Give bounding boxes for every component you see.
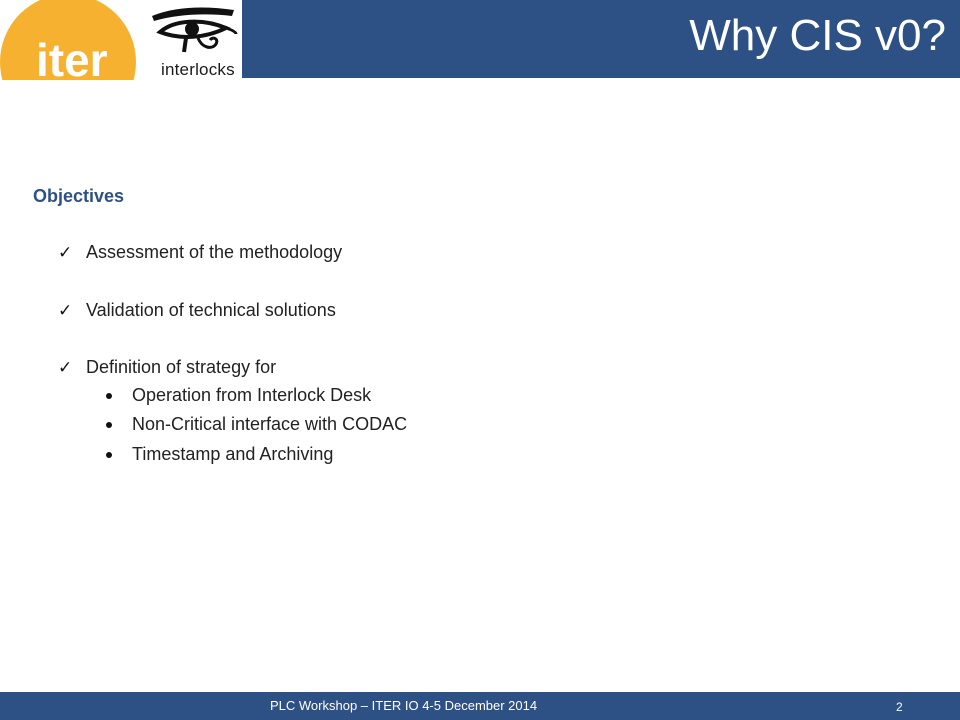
checkmark-icon: ✓	[58, 300, 73, 320]
bullet-item-label: Timestamp and Archiving	[132, 444, 334, 464]
checkmark-icon: ✓	[58, 357, 73, 377]
checklist-item	[58, 242, 342, 263]
checkmark-icon: ✓	[58, 242, 73, 262]
footer-text: PLC Workshop – ITER IO 4-5 December 2014	[270, 698, 538, 713]
iter-logo-text: iter	[36, 34, 108, 80]
section-heading: Objectives	[33, 186, 125, 206]
interlocks-logo-text: interlocks	[161, 60, 235, 79]
checklist-item-label: Definition of strategy for	[86, 357, 277, 377]
bullet-icon	[106, 452, 112, 458]
bullet-item	[106, 414, 407, 435]
bullet-icon	[106, 422, 112, 428]
bullet-item	[106, 444, 333, 465]
eye-of-horus-icon	[146, 4, 238, 60]
interlocks-logo	[146, 4, 238, 80]
bullet-item-label: Operation from Interlock Desk	[132, 385, 372, 405]
slide-title: Why CIS v0?	[689, 11, 946, 60]
page-number: 2	[896, 700, 903, 714]
checklist-item-label: Assessment of the methodology	[86, 242, 343, 262]
iter-logo-graphic	[0, 0, 145, 80]
bullet-item-label: Non-Critical interface with CODAC	[132, 414, 408, 434]
bullet-icon	[106, 393, 112, 399]
checklist-item-label: Validation of technical solutions	[86, 300, 336, 320]
checklist-item	[58, 357, 276, 378]
checklist-item	[58, 300, 336, 321]
bullet-item	[106, 385, 371, 406]
iter-logo	[0, 0, 145, 80]
